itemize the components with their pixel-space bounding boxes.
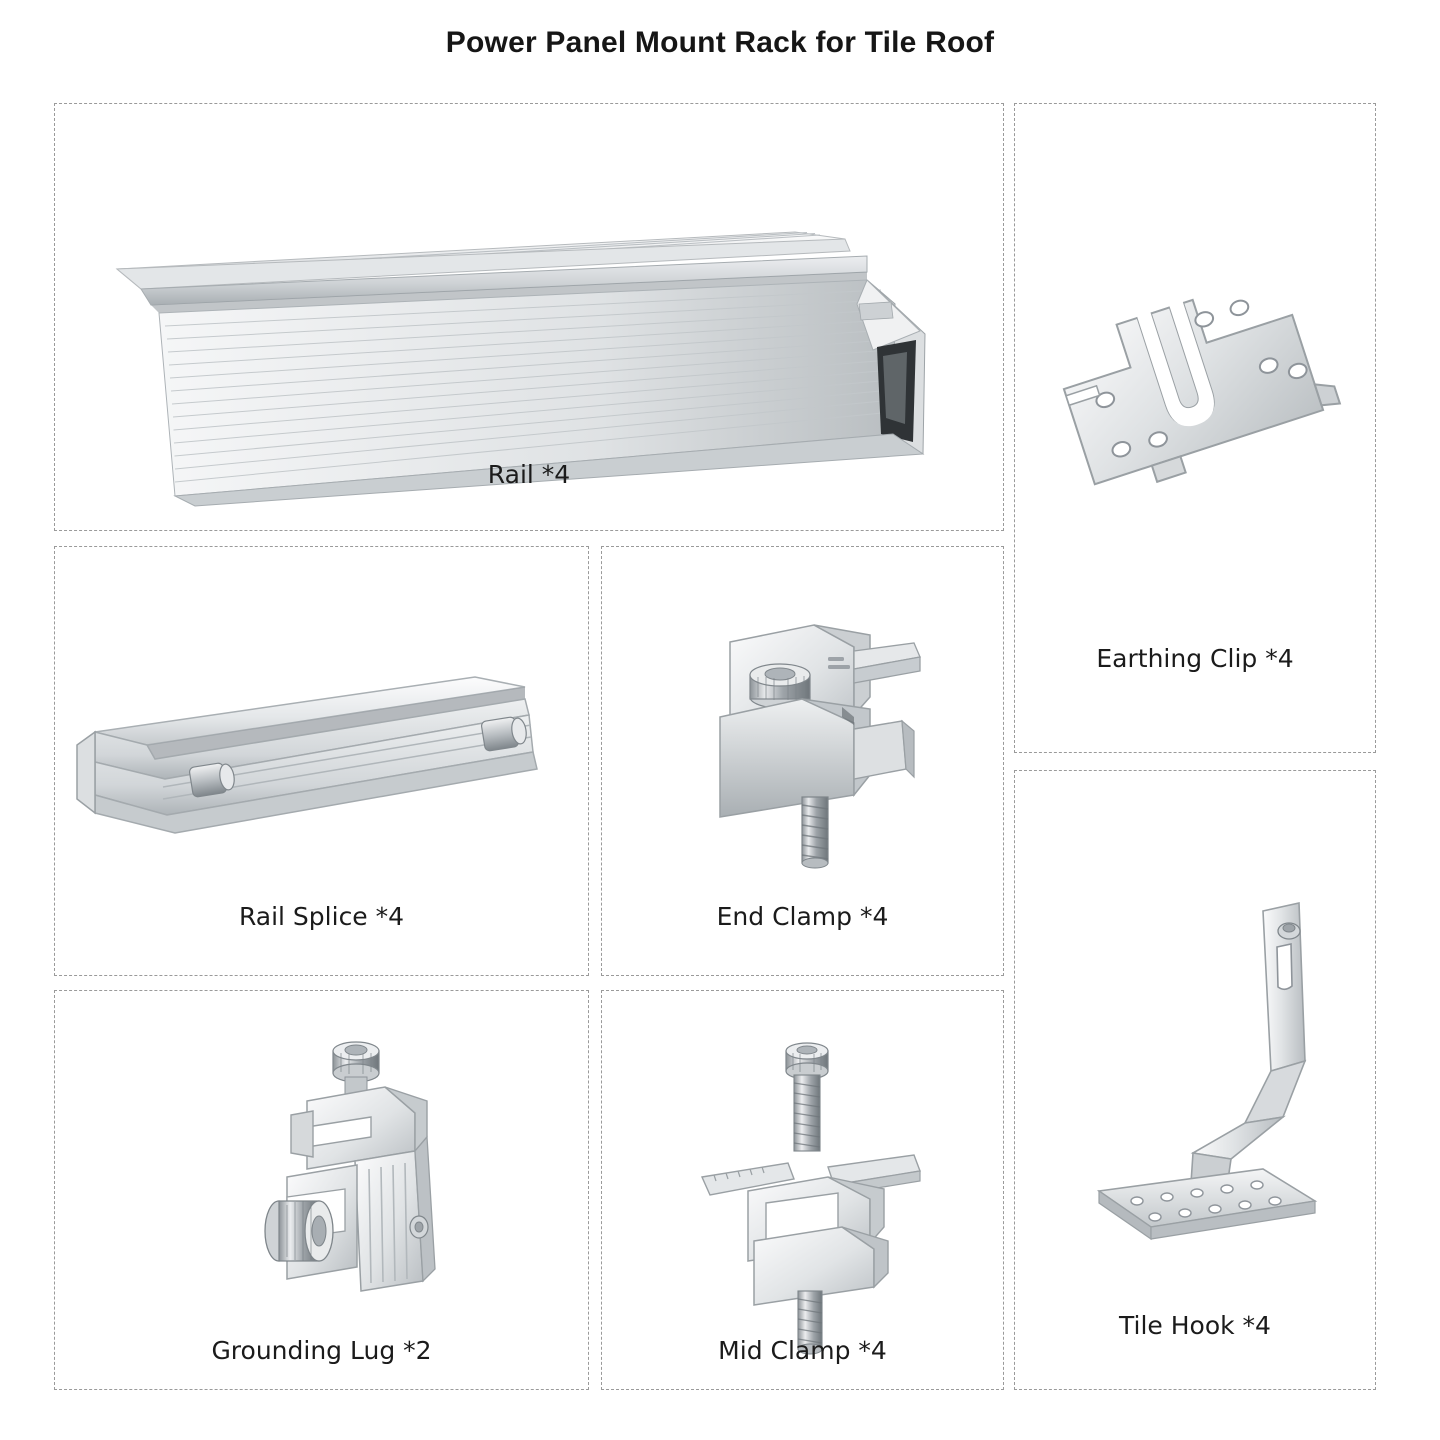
part-label-end-clamp: End Clamp *4 (716, 902, 889, 931)
grounding-lug-image (55, 991, 588, 1389)
mid-clamp-image (602, 991, 1003, 1389)
part-card-earthing-clip (1014, 103, 1376, 753)
tile-hook-image (1015, 771, 1375, 1389)
part-card-tile-hook (1014, 770, 1376, 1390)
part-card-rail (54, 103, 1004, 531)
part-label-earthing-clip: Earthing Clip *4 (1096, 644, 1294, 673)
part-label-rail-splice: Rail Splice *4 (238, 902, 405, 931)
part-label-mid-clamp: Mid Clamp *4 (718, 1336, 887, 1365)
part-card-end-clamp (601, 546, 1004, 976)
part-label-tile-hook: Tile Hook *4 (1119, 1311, 1271, 1340)
part-card-grounding-lug (54, 990, 589, 1390)
part-card-mid-clamp (601, 990, 1004, 1390)
part-label-grounding-lug: Grounding Lug *2 (211, 1336, 432, 1365)
page-title: Power Panel Mount Rack for Tile Roof (445, 26, 995, 59)
part-label-rail: Rail *4 (487, 460, 571, 489)
part-card-rail-splice (54, 546, 589, 976)
